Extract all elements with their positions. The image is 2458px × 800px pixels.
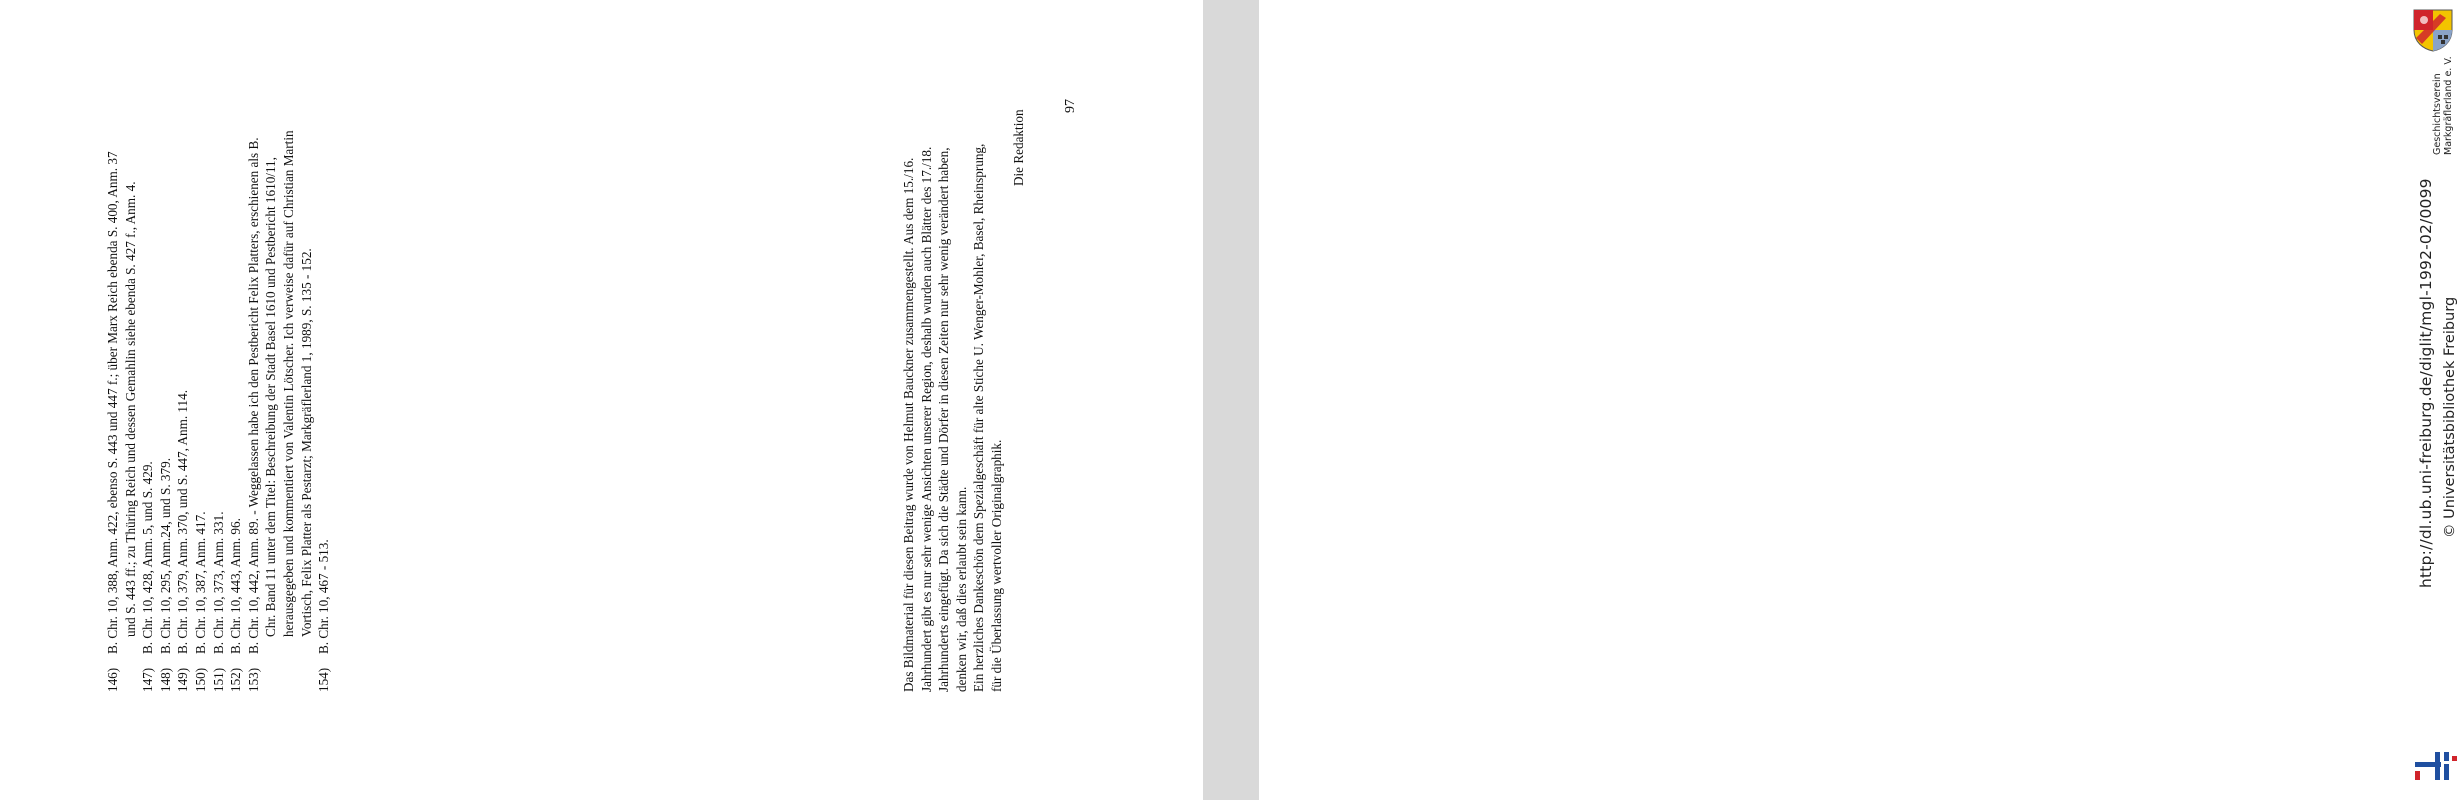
footnote-text: B. Chr. 10, 428, Anm. 5, und S. 429.: [140, 461, 156, 654]
society-name-line2: Markgräflerland e. V.: [2443, 56, 2454, 155]
footnote-154: [315, 130, 333, 692]
footnote-continuation: herausgegeben und kommentiert von Valentin Lötscher. Ich verweise dafür auf Christian Martin: [280, 130, 296, 637]
footnote-number: 149): [175, 667, 191, 692]
viewer-sidebar: [1203, 0, 2458, 800]
footnote-number: 153): [245, 667, 261, 692]
society-crest-icon: [2410, 8, 2456, 52]
footnote-153: [245, 130, 263, 692]
footnote-continuation: Chr. Band 11 unter dem Titel: Beschreibung der Stadt Basel 1610 und Pestbericht 1610/11,: [263, 157, 279, 637]
editorial-signature: Die Redaktion: [1011, 109, 1026, 186]
editorial-line: Das Bildmaterial für diesen Beitrag wurde von Helmut Bauckner zusammengestellt. Aus dem 15./16.: [901, 157, 916, 692]
footnote-text: B. Chr. 10, 387, Anm. 417.: [192, 511, 208, 654]
editorial-note: [900, 144, 1006, 692]
footnote-149: [174, 130, 192, 692]
footnote-number: 148): [157, 667, 173, 692]
university-library-logo-icon: [2414, 750, 2458, 782]
document-page: [0, 0, 1203, 800]
footnote-147: [139, 130, 157, 692]
footnote-text: B. Chr. 10, 443, Anm. 96.: [228, 518, 244, 654]
footnote-list: [104, 130, 333, 692]
footnote-text: B. Chr. 10, 442, Anm. 89. - Weggelassen habe ich den Pestbericht Felix Platters, erschienen als B.: [245, 137, 261, 654]
footnote-continuation: Vortisch, Felix Platter als Pestarzt; Markgräflerland 1, 1989, S. 135 - 152.: [298, 248, 314, 637]
editorial-line: Jahrhundert gibt es nur sehr wenige Ansichten unserer Region, deshalb wurden auch Blätter des 17./18.: [918, 146, 934, 692]
footnote-number: 152): [228, 667, 244, 692]
footnote-152: [227, 130, 245, 692]
editorial-line: Jahrhunderts eingefügt. Da sich die Städte und Dörfer in diesen Zeiten nur sehr wenig verändert haben,: [936, 147, 952, 692]
footnote-number: 151): [210, 667, 226, 692]
footnote-number: 154): [316, 667, 332, 692]
copyright-notice: © Universitätsbibliothek Freiburg: [2442, 296, 2458, 538]
document-url-link[interactable]: http://dl.ub.uni-freiburg.de/diglit/mgl-1992-02/0099: [2417, 178, 2435, 588]
footnote-146: [104, 130, 122, 692]
footnote-number: 146): [105, 667, 120, 692]
footnote-text: B. Chr. 10, 295, Anm.24, und S. 379.: [157, 457, 173, 654]
footnote-text: B. Chr. 10, 379, Anm. 370, und S. 447, Anm. 114.: [175, 389, 191, 654]
footnote-number: 150): [192, 667, 208, 692]
footnote-continuation: und S. 443 ff.; zu Thüring Reich und dessen Gemahlin siehe ebenda S. 427 f., Anm. 4.: [122, 181, 138, 637]
footnote-text: B. Chr. 10, 467 - 513.: [316, 539, 332, 654]
footnote-151: [210, 130, 228, 692]
footnote-148: [157, 130, 175, 692]
page-number: 97: [1063, 99, 1078, 113]
editorial-line: für die Überlassung wertvoller Originalgraphik.: [988, 439, 1004, 692]
footnote-number: 147): [140, 667, 156, 692]
editorial-line: Ein herzliches Dankeschön dem Spezialgeschäft für alte Stiche U. Wenger-Mohler, Basel, Rheinsprung,: [971, 143, 987, 692]
footnote-text: B. Chr. 10, 373, Anm. 331.: [210, 511, 226, 654]
society-name-line1: Geschichtsverein: [2432, 73, 2443, 155]
footnote-150: [192, 130, 210, 692]
editorial-line: denken wir, daß dies erlaubt sein kann.: [953, 486, 969, 692]
rotated-page-content: [0, 0, 1203, 800]
footnote-text: B. Chr. 10, 388, Anm. 422, ebenso S. 443 und 447 f.; über Marx Reich ebenda S. 400, Anm. 37: [105, 151, 120, 654]
